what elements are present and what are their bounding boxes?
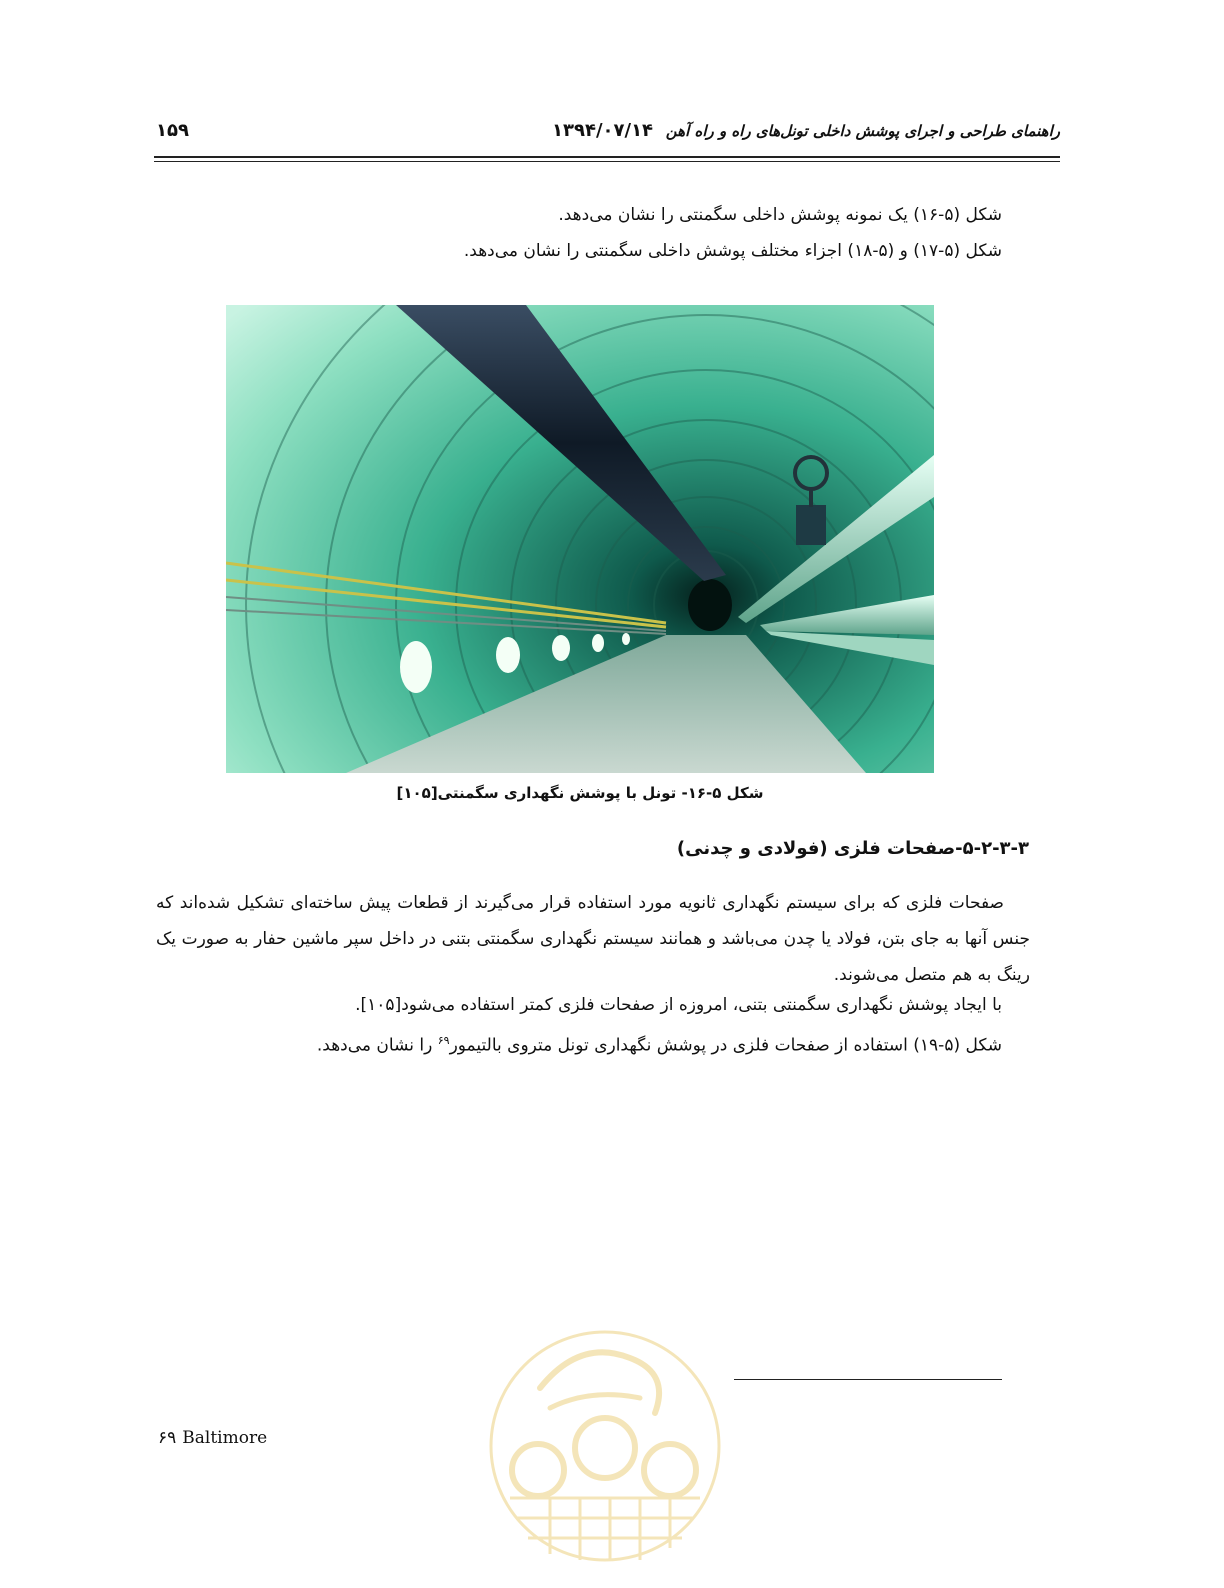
body-line-4 [317,1029,1002,1058]
page-number: ۱۵۹ [156,120,189,141]
header-date: ۱۳۹۴/۰۷/۱۴ [552,120,654,141]
footnote [158,1428,267,1448]
tunnel-photo [226,305,934,773]
header-rule-thin [154,161,1060,162]
header-title: راهنمای طراحی و اجرای پوشش داخلی تونل‌های راه و راه آهن [665,122,1060,140]
header-rule-thick [154,156,1060,158]
intro-line-2: شکل (۵-۱۷) و (۵-۱۸) اجزاء مختلف پوشش داخلی سگمنتی را نشان می‌دهد. [463,241,1002,261]
intro-line-1: شکل (۵-۱۶) یک نمونه پوشش داخلی سگمنتی را نشان می‌دهد. [558,205,1002,225]
body-line-4-end: را نشان می‌دهد. [316,1035,438,1056]
body-line-4-text: شکل (۵-۱۹) استفاده از صفحات فلزی در پوشش نگهداری تونل متروی بالتیمور [449,1035,1002,1056]
footnote-text: Baltimore [182,1428,268,1448]
figure-caption: شکل ۵-۱۶- تونل با پوشش نگهداری سگمنتی[۱۰۵] [396,784,764,802]
footnote-number: ۶۹ [158,1428,177,1448]
watermark-logo [480,1318,730,1584]
section-heading: ۵-۲-۳-۳-صفحات فلزی (فولادی و چدنی) [676,838,1029,859]
body-paragraph: صفحات فلزی که برای سیستم نگهداری ثانویه مورد استفاده قرار می‌گیرند از قطعات پیش ساخته‌ای تشکیل شده‌اند که جنس آنها به جای بتن، فولاد یا چدن می‌باشد و همانند سیستم نگهداری سگمنتی بتنی در داخل سپر ماشین حفار به صورت یک رینگ به هم متصل می‌شوند. [156,893,1030,985]
running-header [154,118,1060,150]
footnote-rule [734,1379,1002,1380]
body-line-3: با ایجاد پوشش نگهداری سگمنتی بتنی، امروزه از صفحات فلزی کمتر استفاده می‌شود[۱۰۵]. [355,995,1002,1015]
footnote-ref: ۶۹ [437,1034,450,1047]
